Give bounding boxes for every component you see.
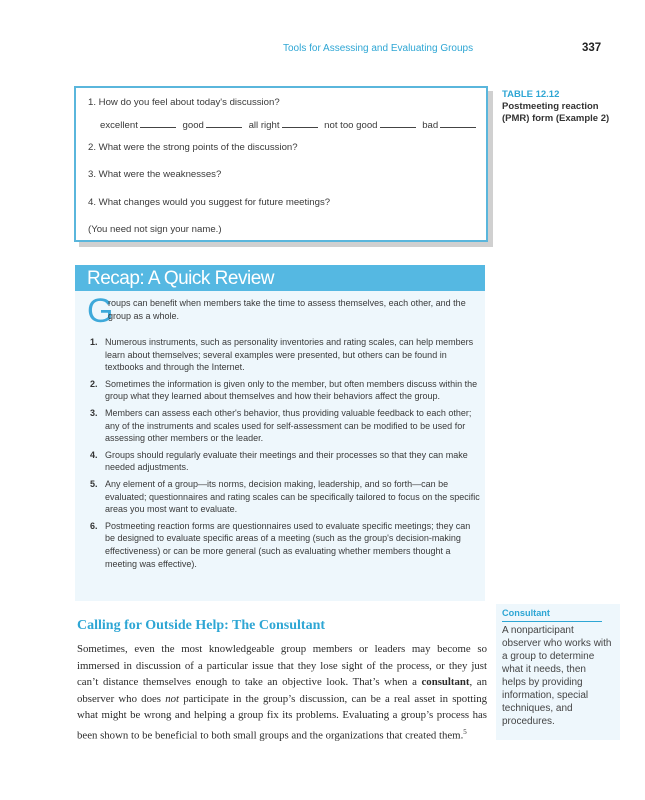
table-caption-text: Postmeeting reaction (PMR) form (Example 2) <box>502 101 610 124</box>
section-heading: Calling for Outside Help: The Consultant <box>77 618 326 633</box>
recap-item-number: 4. <box>90 449 98 460</box>
recap-item-text: Members can assess each other's behavior, thus providing valuable feedback to each other; any of the instruments and scales used for self-assessment can be modified to be used for assessing other members or the leader. <box>105 407 472 444</box>
recap-item-text: Groups should regularly evaluate their meetings and their processes so that they can make needed adjustments. <box>105 449 468 473</box>
recap-item-number: 2. <box>90 378 98 389</box>
recap-item <box>90 378 480 403</box>
recap-item <box>90 336 480 374</box>
recap-item-number: 3. <box>90 407 98 418</box>
form-note: (You need not sign your name.) <box>88 224 222 235</box>
recap-item <box>90 407 480 445</box>
recap-title: Recap: A Quick Review <box>87 268 274 289</box>
glossary-box <box>496 604 620 740</box>
recap-item-number: 5. <box>90 478 98 489</box>
recap-header <box>75 265 485 291</box>
body-text-c: participate in the group’s discussion, can be a real asset in spotting what might be wrong and helping a group fix its problems. Evaluating a group’s process has been shown to be beneficial to both small groups and the organizations that created them. <box>77 692 488 742</box>
glossary-rule <box>502 621 602 622</box>
glossary-term: Consultant <box>502 608 550 618</box>
page-number: 337 <box>582 42 602 54</box>
recap-body <box>75 291 485 601</box>
form-question-2: 2. What were the strong points of the discussion? <box>88 142 298 153</box>
running-head <box>0 43 645 59</box>
recap-item <box>90 478 480 516</box>
footnote-ref: 5 <box>463 727 467 736</box>
recap-item-number: 6. <box>90 520 98 531</box>
recap-item-text: Any element of a group—its norms, decision making, leadership, and so forth—can be evaluated; questionnaires and rating scales can be specifically tailored to focus on the specific areas you most want to evaluate. <box>105 478 480 515</box>
drop-cap: G <box>87 292 114 330</box>
running-head-title: Tools for Assessing and Evaluating Groups <box>283 43 474 54</box>
scale-option-all-right: all right <box>249 118 318 131</box>
form-question-3: 3. What were the weaknesses? <box>88 169 222 180</box>
glossary-definition: A nonparticipant observer who works with a group to determine what it needs, then helps by providing information, special techniques, and procedures. <box>502 625 612 727</box>
body-paragraph <box>77 641 487 744</box>
recap-item-text: Sometimes the information is given only to the member, but often members discuss within the group what they learned about themselves and how their behaviors affect the group. <box>105 378 478 402</box>
rating-scale <box>100 118 480 131</box>
scale-option-not-too-good: not too good <box>324 118 415 131</box>
table-caption <box>502 89 612 125</box>
pmr-form-box <box>74 86 488 242</box>
scale-option-good: good <box>183 118 242 131</box>
body-text-b: , an observer who does <box>77 676 487 705</box>
recap-item <box>90 520 480 570</box>
recap-item-number: 1. <box>90 337 98 347</box>
recap-item <box>90 449 480 474</box>
recap-item-text: Numerous instruments, such as personality inventories and rating scales, can help members learn about themselves; several examples were presented, but others can be found in textbooks and through the Internet. <box>105 337 474 373</box>
table-number: TABLE 12.12 <box>502 89 560 100</box>
recap-list <box>90 336 480 574</box>
emphasis: not <box>165 692 179 705</box>
scale-option-excellent: excellent <box>100 118 176 131</box>
recap-intro: roups can benefit when members take the time to assess themselves, each other, and the group as a whole. <box>108 298 466 321</box>
body-text-a: Sometimes, even the most knowledgeable group members or leaders may become so immersed in discussion of a particular issue that they lose sight of the process, or they just can’t distance themselves enough to take an objective look. That’s when a <box>77 643 487 689</box>
recap-item-text: Postmeeting reaction forms are questionnaires used to evaluate specific meetings; they can be designed to evaluate specific areas of a meeting (such as the group's decision-making effectiveness) or can be more general (such as evaluating whether members thought a meeting was effective). <box>105 520 471 569</box>
form-question-4: 4. What changes would you suggest for future meetings? <box>88 197 331 208</box>
key-term: consultant <box>421 676 470 689</box>
scale-option-bad: bad <box>422 118 476 131</box>
form-question-1: 1. How do you feel about today's discussion? <box>88 97 280 108</box>
